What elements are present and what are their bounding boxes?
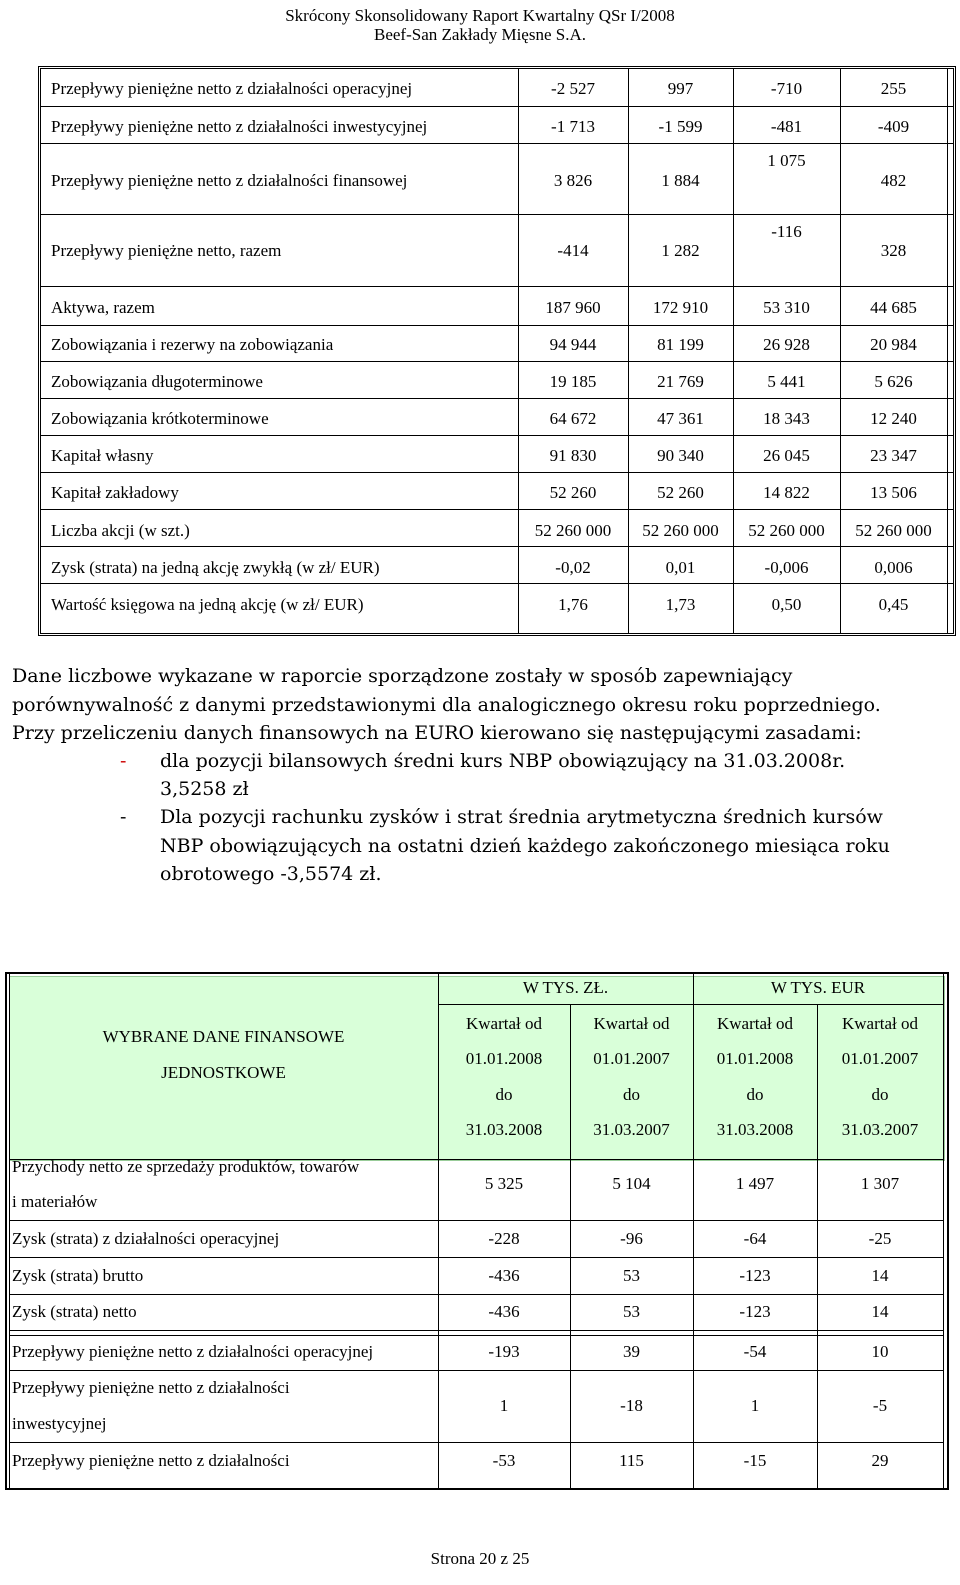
table-cell: 482 [880,171,907,190]
period-header: 01.01.2007 [841,1049,919,1068]
table-cell: 53 310 [763,298,810,317]
currency-group-header: W TYS. EUR [770,978,866,997]
table-cell: 10 [871,1342,889,1361]
table-cell: 115 [619,1451,644,1470]
table-cell: 23 347 [870,446,917,465]
table-cell: 172 910 [652,298,709,317]
table-row-label: Zysk (strata) na jedną akcję zwykłą (w zł/ EUR) [51,558,380,577]
note-line: Przy przeliczeniu danych finansowych na EURO kierowano się następującymi zasadami: [12,722,862,744]
bullet-text: dla pozycji bilansowych średni kurs NBP obowiązujący na 31.03.2008r. [160,750,846,772]
table-cell: 18 343 [763,409,810,428]
table-row-label: Przepływy pieniężne netto, razem [51,241,282,260]
table-row-label: Zysk (strata) z działalności operacyjnej [12,1229,280,1248]
table-cell: 39 [623,1342,640,1361]
table-cell: 997 [667,79,694,98]
table-cell: -436 [488,1266,520,1285]
table-cell: 21 769 [657,372,704,391]
period-header: 31.03.2008 [716,1120,794,1139]
bullet-text: obrotowego -3,5574 zł. [160,863,382,885]
table-cell: -25 [868,1229,892,1248]
table-cell: 52 260 000 [748,521,825,540]
table-cell: 5 626 [874,372,913,391]
table-cell: 12 240 [870,409,917,428]
table-cell: 14 822 [763,483,810,502]
table-cell: 328 [880,241,907,260]
table-cell: -64 [743,1229,767,1248]
table-cell: 53 [623,1302,640,1321]
note-line: Dane liczbowe wykazane w raporcie sporządzone zostały w sposób zapewniający [12,665,793,687]
table-row-label: Kapitał zakładowy [51,483,179,502]
header-company-name: Beef-San Zakłady Mięsne S.A. [374,25,586,44]
table-row-label: i materiałów [12,1192,98,1211]
table-cell: -54 [743,1342,767,1361]
table-cell: -193 [488,1342,520,1361]
table-cell: -1 713 [551,117,595,136]
period-header: do [495,1085,513,1104]
period-header: 01.01.2007 [593,1049,670,1068]
table-cell: 1 075 [767,151,806,170]
table-cell: 5 441 [767,372,806,391]
table-cell: 91 830 [549,446,597,465]
table-cell: 52 260 000 [855,521,932,540]
table-row-label: Zysk (strata) netto [12,1302,137,1321]
table-title: WYBRANE DANE FINANSOWE [102,1027,345,1046]
table-cell: -0,02 [555,558,591,577]
table-title: JEDNOSTKOWE [161,1063,286,1082]
table-cell: 52 260 [657,483,704,502]
table-cell: 90 340 [657,446,704,465]
table-row-label: Przepływy pieniężne netto z działalności [12,1378,290,1397]
period-header: Kwartał od [716,1014,793,1033]
table-cell: 14 [871,1302,889,1321]
table-cell: -409 [877,117,910,136]
table-cell: -2 527 [551,79,595,98]
note-line: porównywalność z danymi przedstawionymi dla analogicznego okresu roku poprzedniego. [12,693,881,716]
table-row-label: Przepływy pieniężne netto z działalności inwestycyjnej [51,117,428,136]
table-cell: -18 [620,1396,643,1415]
table-cell: -96 [620,1229,643,1248]
table-cell: -436 [488,1302,520,1321]
period-header: Kwartał od [841,1014,918,1033]
table-cell: 1,73 [665,595,696,614]
table-cell: 14 [871,1266,889,1285]
table-cell: -15 [743,1451,767,1470]
table-cell: 1 [499,1396,509,1415]
page-number: Strona 20 z 25 [430,1549,530,1568]
table-cell: 5 325 [484,1174,524,1193]
table-cell: 26 928 [763,335,810,354]
table-cell: 13 506 [870,483,917,502]
table-cell: 0,45 [878,595,909,614]
table-cell: 94 944 [549,335,597,354]
table-cell: 255 [880,79,907,98]
table-cell: -710 [770,79,803,98]
table-cell: 3 826 [553,171,593,190]
period-header: 31.03.2008 [465,1120,543,1139]
table-cell: 0,01 [665,558,696,577]
table-cell: 53 [623,1266,640,1285]
table-cell: 187 960 [545,298,601,317]
bullet-text: 3,5258 zł [160,778,249,800]
table-cell: 52 260 000 [642,521,719,540]
table-cell: -53 [492,1451,516,1470]
table-cell: 1 884 [661,171,700,190]
table-cell: 20 984 [870,335,917,354]
table-cell: 47 361 [657,409,704,428]
table-cell: 19 185 [549,372,597,391]
period-header: 01.01.2008 [465,1049,543,1068]
table-cell: 1 307 [860,1174,900,1193]
table-row-label: Zobowiązania długoterminowe [51,372,263,391]
table-cell: -116 [771,222,802,241]
header-report-title: Skrócony Skonsolidowany Raport Kwartalny QSr I/2008 [285,6,675,25]
table-row-label: Wartość księgowa na jedną akcję (w zł/ EUR) [51,595,364,614]
period-header: do [871,1085,889,1104]
table-row-label: Przepływy pieniężne netto z działalności operacyjnej [51,79,413,98]
table-row-label: Kapitał własny [51,446,154,465]
table-cell: -0,006 [764,558,809,577]
exchange-rate-note [12,662,952,748]
page-header [0,6,960,44]
table-row-label: Przychody netto ze sprzedaży produktów, towarów [12,1157,360,1176]
table-cell: 0,50 [771,595,802,614]
table-row-label: Liczba akcji (w szt.) [51,521,190,540]
table-cell: 5 104 [612,1174,651,1193]
table-row-label: Zobowiązania i rezerwy na zobowiązania [51,335,334,354]
table-cell: -123 [739,1266,771,1285]
bullet-text: Dla pozycji rachunku zysków i strat średnia arytmetyczna średnich kursów [160,806,883,828]
table-cell: 1 497 [735,1174,775,1193]
table-row-label: Przepływy pieniężne netto z działalności operacyjnej [12,1342,374,1361]
consolidated-financial-table [38,66,956,636]
table-cell: 52 260 [549,483,597,502]
table-cell: -481 [770,117,803,136]
period-header: 31.03.2007 [593,1120,670,1139]
table-row-label: Aktywa, razem [51,298,155,317]
table-cell: 26 045 [763,446,810,465]
period-header: do [746,1085,764,1104]
table-cell: 44 685 [870,298,917,317]
bullet-dash: - [120,806,127,828]
standalone-financial-table [5,972,949,1490]
period-header: Kwartał od [593,1014,670,1033]
table-cell: 64 672 [549,409,597,428]
table-cell: 52 260 000 [534,521,612,540]
table-row-label: Przepływy pieniężne netto z działalności [12,1451,290,1470]
bullet-dash: - [120,750,127,772]
period-header: Kwartał od [465,1014,542,1033]
table-row-label: inwestycyjnej [12,1414,107,1433]
table-cell: 1,76 [558,595,588,614]
period-header: 31.03.2007 [841,1120,919,1139]
table-row-label: Zysk (strata) brutto [12,1266,144,1285]
table-cell: -414 [557,241,589,260]
table-cell: -228 [488,1229,520,1248]
table-cell: 1 [750,1396,760,1415]
table-cell: 0,006 [874,558,913,577]
table-cell: -1 599 [658,117,703,136]
currency-group-header: W TYS. ZŁ. [522,978,609,997]
table-cell: -123 [739,1302,771,1321]
table-cell: 81 199 [657,335,704,354]
table-cell: -5 [872,1396,888,1415]
bullet-text: NBP obowiązujących na ostatni dzień każdego zakończonego miesiąca roku [160,835,890,857]
table-row-label: Zobowiązania krótkoterminowe [51,409,269,428]
table-cell: 1 282 [661,241,700,260]
period-header: do [623,1085,640,1104]
table-row-label: Przepływy pieniężne netto z działalności finansowej [51,171,408,190]
table-cell: 29 [871,1451,889,1470]
period-header: 01.01.2008 [716,1049,794,1068]
